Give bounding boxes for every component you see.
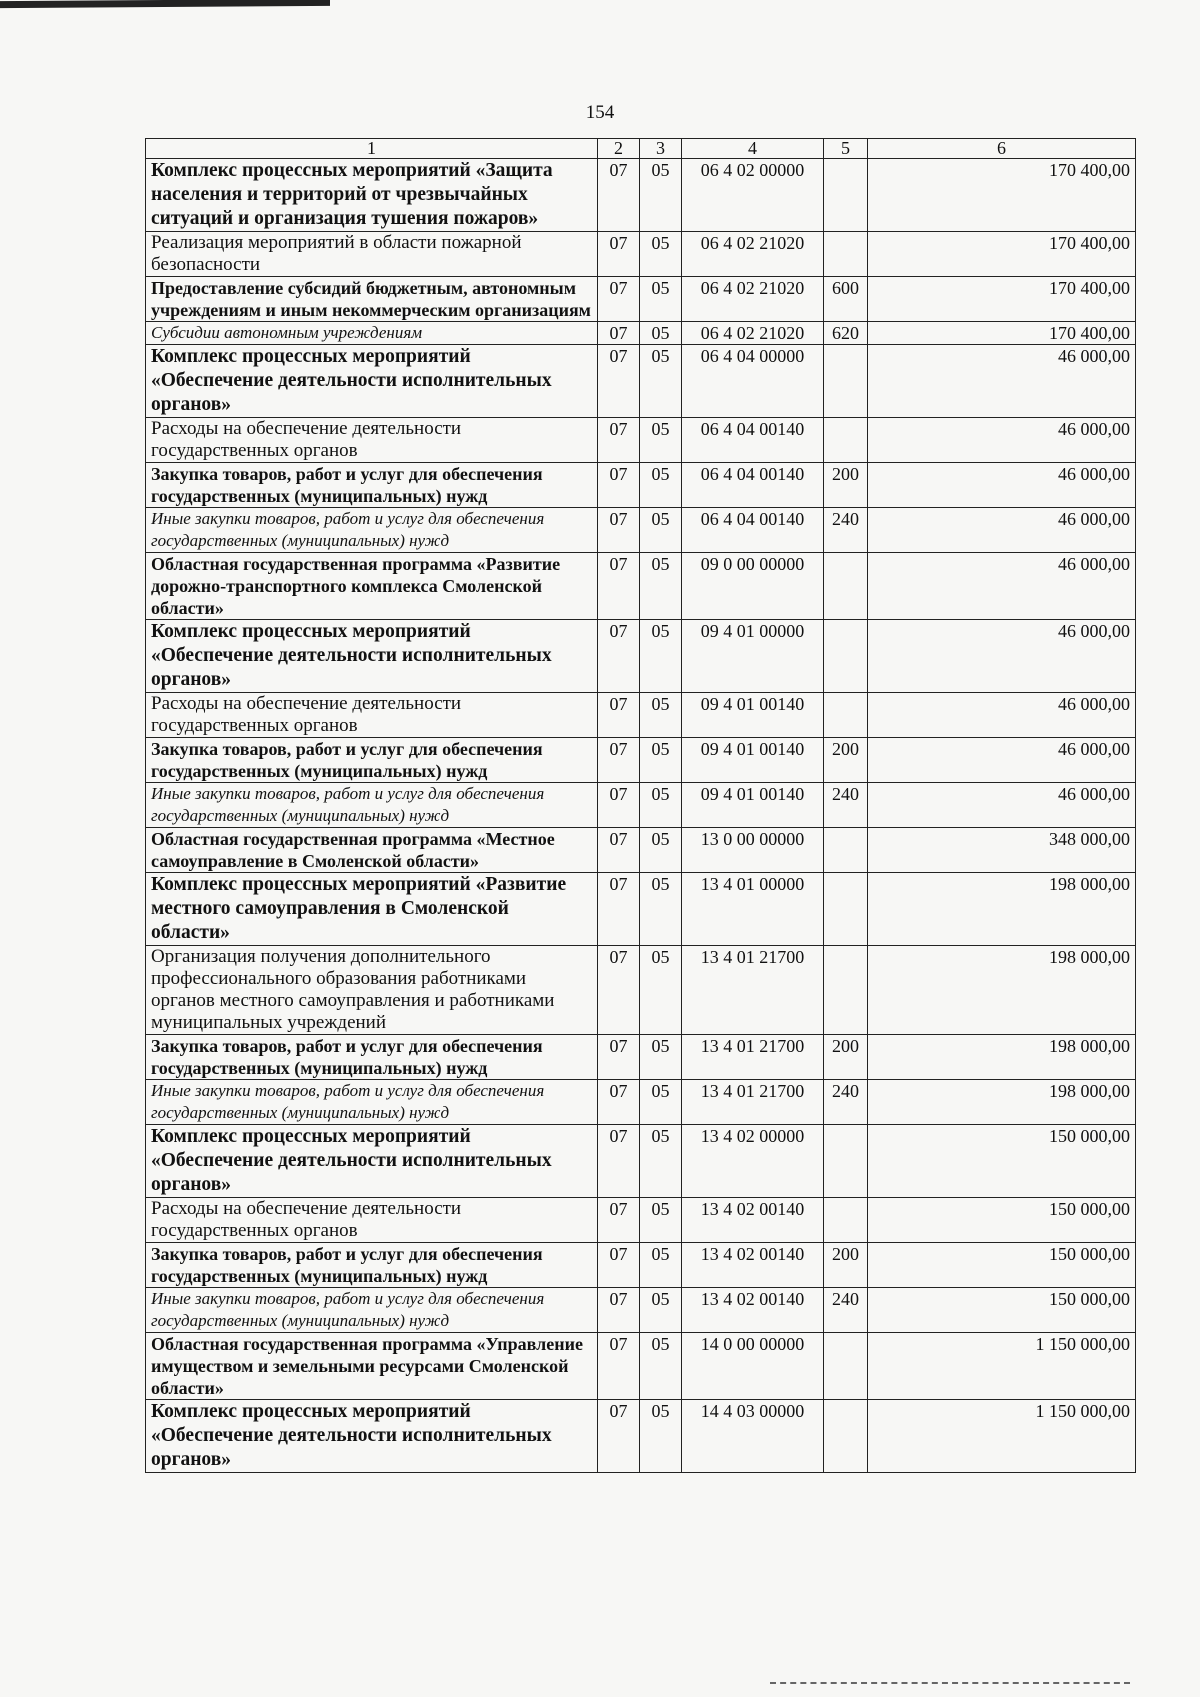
row-amount: 170 400,00: [868, 159, 1136, 232]
row-target-article: 06 4 02 00000: [682, 159, 824, 232]
row-name: Комплекс процессных мероприятий «Обеспечение деятельности исполнительных органов»: [146, 620, 598, 693]
table-row: [146, 1288, 1136, 1333]
row-expense-type: [824, 1125, 868, 1198]
row-expense-type: 240: [824, 508, 868, 553]
row-expense-type: 600: [824, 277, 868, 322]
table-row: [146, 159, 1136, 232]
row-section: 07: [598, 508, 640, 553]
row-subsection: 05: [640, 738, 682, 783]
row-expense-type: 240: [824, 783, 868, 828]
page-number: 154: [585, 102, 615, 123]
table-row: [146, 946, 1136, 1035]
row-section: 07: [598, 553, 640, 620]
row-amount: 46 000,00: [868, 463, 1136, 508]
header-col-2: 2: [598, 139, 640, 159]
row-target-article: 13 4 02 00140: [682, 1288, 824, 1333]
row-subsection: 05: [640, 463, 682, 508]
table-row: [146, 345, 1136, 418]
table-row: [146, 620, 1136, 693]
row-name: Иные закупки товаров, работ и услуг для обеспечения государственных (муниципальных) нужд: [146, 1288, 598, 1333]
row-target-article: 09 4 01 00140: [682, 783, 824, 828]
header-col-6: 6: [868, 139, 1136, 159]
budget-table: [145, 138, 1136, 1473]
row-subsection: 05: [640, 783, 682, 828]
row-target-article: 06 4 02 21020: [682, 277, 824, 322]
row-section: 07: [598, 345, 640, 418]
row-name: Комплекс процессных мероприятий «Обеспечение деятельности исполнительных органов»: [146, 345, 598, 418]
row-amount: 46 000,00: [868, 345, 1136, 418]
row-subsection: 05: [640, 418, 682, 463]
row-section: 07: [598, 232, 640, 277]
row-subsection: 05: [640, 322, 682, 345]
row-target-article: 06 4 04 00140: [682, 418, 824, 463]
row-section: 07: [598, 783, 640, 828]
row-expense-type: [824, 620, 868, 693]
row-target-article: 06 4 04 00140: [682, 508, 824, 553]
row-name: Реализация мероприятий в области пожарной безопасности: [146, 232, 598, 277]
row-subsection: 05: [640, 277, 682, 322]
table-row: [146, 1198, 1136, 1243]
row-subsection: 05: [640, 1198, 682, 1243]
row-name: Иные закупки товаров, работ и услуг для обеспечения государственных (муниципальных) нужд: [146, 1080, 598, 1125]
table-row: [146, 873, 1136, 946]
row-amount: 1 150 000,00: [868, 1400, 1136, 1473]
row-subsection: 05: [640, 1035, 682, 1080]
table-row: [146, 1400, 1136, 1473]
row-section: 07: [598, 277, 640, 322]
row-section: 07: [598, 1035, 640, 1080]
scan-artifact-bottom: [770, 1682, 1130, 1687]
row-target-article: 13 4 02 00000: [682, 1125, 824, 1198]
row-amount: 170 400,00: [868, 232, 1136, 277]
table-row: [146, 277, 1136, 322]
row-section: 07: [598, 1400, 640, 1473]
table-row: [146, 322, 1136, 345]
row-amount: 46 000,00: [868, 693, 1136, 738]
header-col-3: 3: [640, 139, 682, 159]
row-expense-type: [824, 946, 868, 1035]
scan-artifact-top: [0, 0, 330, 8]
row-subsection: 05: [640, 828, 682, 873]
row-subsection: 05: [640, 620, 682, 693]
table-body: [146, 159, 1136, 1473]
row-expense-type: 620: [824, 322, 868, 345]
row-amount: 150 000,00: [868, 1243, 1136, 1288]
row-expense-type: [824, 693, 868, 738]
header-col-4: 4: [682, 139, 824, 159]
row-target-article: 14 0 00 00000: [682, 1333, 824, 1400]
table-row: [146, 1333, 1136, 1400]
row-subsection: 05: [640, 1243, 682, 1288]
row-amount: 150 000,00: [868, 1198, 1136, 1243]
table-row: [146, 508, 1136, 553]
row-subsection: 05: [640, 345, 682, 418]
row-target-article: 13 4 02 00140: [682, 1198, 824, 1243]
table-row: [146, 232, 1136, 277]
row-amount: 46 000,00: [868, 553, 1136, 620]
row-expense-type: 240: [824, 1288, 868, 1333]
row-section: 07: [598, 738, 640, 783]
table-row: [146, 463, 1136, 508]
table-row: [146, 828, 1136, 873]
row-name: Комплекс процессных мероприятий «Обеспечение деятельности исполнительных органов»: [146, 1400, 598, 1473]
row-section: 07: [598, 322, 640, 345]
row-expense-type: [824, 345, 868, 418]
row-target-article: 09 4 01 00000: [682, 620, 824, 693]
row-target-article: 13 4 01 21700: [682, 1080, 824, 1125]
row-target-article: 13 0 00 00000: [682, 828, 824, 873]
row-name: Иные закупки товаров, работ и услуг для обеспечения государственных (муниципальных) нужд: [146, 508, 598, 553]
row-amount: 198 000,00: [868, 946, 1136, 1035]
row-target-article: 13 4 01 00000: [682, 873, 824, 946]
row-name: Закупка товаров, работ и услуг для обеспечения государственных (муниципальных) нужд: [146, 1243, 598, 1288]
table-row: [146, 1243, 1136, 1288]
row-name: Расходы на обеспечение деятельности государственных органов: [146, 1198, 598, 1243]
row-amount: 150 000,00: [868, 1125, 1136, 1198]
row-target-article: 06 4 02 21020: [682, 322, 824, 345]
table-row: [146, 738, 1136, 783]
row-subsection: 05: [640, 946, 682, 1035]
table-row: [146, 418, 1136, 463]
row-section: 07: [598, 1288, 640, 1333]
row-section: 07: [598, 159, 640, 232]
row-name: Субсидии автономным учреждениям: [146, 322, 598, 345]
row-amount: 348 000,00: [868, 828, 1136, 873]
row-expense-type: 200: [824, 1035, 868, 1080]
row-amount: 150 000,00: [868, 1288, 1136, 1333]
row-amount: 46 000,00: [868, 418, 1136, 463]
row-section: 07: [598, 1243, 640, 1288]
row-amount: 46 000,00: [868, 738, 1136, 783]
row-amount: 198 000,00: [868, 873, 1136, 946]
row-section: 07: [598, 1080, 640, 1125]
row-amount: 170 400,00: [868, 322, 1136, 345]
row-subsection: 05: [640, 1125, 682, 1198]
row-subsection: 05: [640, 1288, 682, 1333]
table-row: [146, 1080, 1136, 1125]
row-subsection: 05: [640, 232, 682, 277]
row-target-article: 06 4 04 00140: [682, 463, 824, 508]
row-amount: 46 000,00: [868, 620, 1136, 693]
row-subsection: 05: [640, 693, 682, 738]
row-subsection: 05: [640, 873, 682, 946]
row-section: 07: [598, 463, 640, 508]
row-expense-type: [824, 1400, 868, 1473]
row-amount: 1 150 000,00: [868, 1333, 1136, 1400]
row-expense-type: 240: [824, 1080, 868, 1125]
row-expense-type: 200: [824, 738, 868, 783]
row-expense-type: 200: [824, 1243, 868, 1288]
row-target-article: 09 4 01 00140: [682, 693, 824, 738]
row-name: Закупка товаров, работ и услуг для обеспечения государственных (муниципальных) нужд: [146, 738, 598, 783]
row-section: 07: [598, 1125, 640, 1198]
row-target-article: 09 0 00 00000: [682, 553, 824, 620]
row-section: 07: [598, 946, 640, 1035]
row-amount: 46 000,00: [868, 508, 1136, 553]
row-target-article: 06 4 02 21020: [682, 232, 824, 277]
table-row: [146, 1035, 1136, 1080]
row-target-article: 14 4 03 00000: [682, 1400, 824, 1473]
header-col-5: 5: [824, 139, 868, 159]
row-expense-type: [824, 553, 868, 620]
table-row: [146, 553, 1136, 620]
row-name: Расходы на обеспечение деятельности государственных органов: [146, 418, 598, 463]
row-name: Расходы на обеспечение деятельности государственных органов: [146, 693, 598, 738]
table-row: [146, 693, 1136, 738]
row-name: Комплекс процессных мероприятий «Защита населения и территорий от чрезвычайных ситуаций и организация тушения пожаров»: [146, 159, 598, 232]
row-amount: 198 000,00: [868, 1035, 1136, 1080]
row-expense-type: [824, 232, 868, 277]
row-name: Закупка товаров, работ и услуг для обеспечения государственных (муниципальных) нужд: [146, 463, 598, 508]
row-name: Иные закупки товаров, работ и услуг для обеспечения государственных (муниципальных) нужд: [146, 783, 598, 828]
row-section: 07: [598, 1333, 640, 1400]
row-section: 07: [598, 873, 640, 946]
row-amount: 170 400,00: [868, 277, 1136, 322]
row-expense-type: 200: [824, 463, 868, 508]
row-target-article: 09 4 01 00140: [682, 738, 824, 783]
row-name: Комплекс процессных мероприятий «Развитие местного самоуправления в Смоленской области»: [146, 873, 598, 946]
row-subsection: 05: [640, 553, 682, 620]
row-subsection: 05: [640, 1080, 682, 1125]
row-expense-type: [824, 1333, 868, 1400]
row-name: Областная государственная программа «Управление имуществом и земельными ресурсами Смоленской области»: [146, 1333, 598, 1400]
row-target-article: 13 4 02 00140: [682, 1243, 824, 1288]
header-row: [146, 139, 1136, 159]
header-col-1: 1: [146, 139, 598, 159]
row-subsection: 05: [640, 1400, 682, 1473]
row-section: 07: [598, 693, 640, 738]
row-expense-type: [824, 873, 868, 946]
row-expense-type: [824, 1198, 868, 1243]
row-amount: 46 000,00: [868, 783, 1136, 828]
row-expense-type: [824, 828, 868, 873]
row-section: 07: [598, 418, 640, 463]
table-row: [146, 1125, 1136, 1198]
row-section: 07: [598, 1198, 640, 1243]
row-section: 07: [598, 828, 640, 873]
row-name: Областная государственная программа «Местное самоуправление в Смоленской области»: [146, 828, 598, 873]
row-name: Предоставление субсидий бюджетным, автономным учреждениям и иным некоммерческим организациям: [146, 277, 598, 322]
row-target-article: 06 4 04 00000: [682, 345, 824, 418]
row-name: Комплекс процессных мероприятий «Обеспечение деятельности исполнительных органов»: [146, 1125, 598, 1198]
row-subsection: 05: [640, 508, 682, 553]
row-amount: 198 000,00: [868, 1080, 1136, 1125]
row-target-article: 13 4 01 21700: [682, 946, 824, 1035]
row-section: 07: [598, 620, 640, 693]
row-expense-type: [824, 418, 868, 463]
table-row: [146, 783, 1136, 828]
row-name: Организация получения дополнительного профессионального образования работниками органов местного самоуправления и работниками муниципальных учреждений: [146, 946, 598, 1035]
row-expense-type: [824, 159, 868, 232]
row-name: Закупка товаров, работ и услуг для обеспечения государственных (муниципальных) нужд: [146, 1035, 598, 1080]
row-subsection: 05: [640, 1333, 682, 1400]
row-subsection: 05: [640, 159, 682, 232]
row-target-article: 13 4 01 21700: [682, 1035, 824, 1080]
table-header: [146, 139, 1136, 159]
row-name: Областная государственная программа «Развитие дорожно-транспортного комплекса Смоленской области»: [146, 553, 598, 620]
